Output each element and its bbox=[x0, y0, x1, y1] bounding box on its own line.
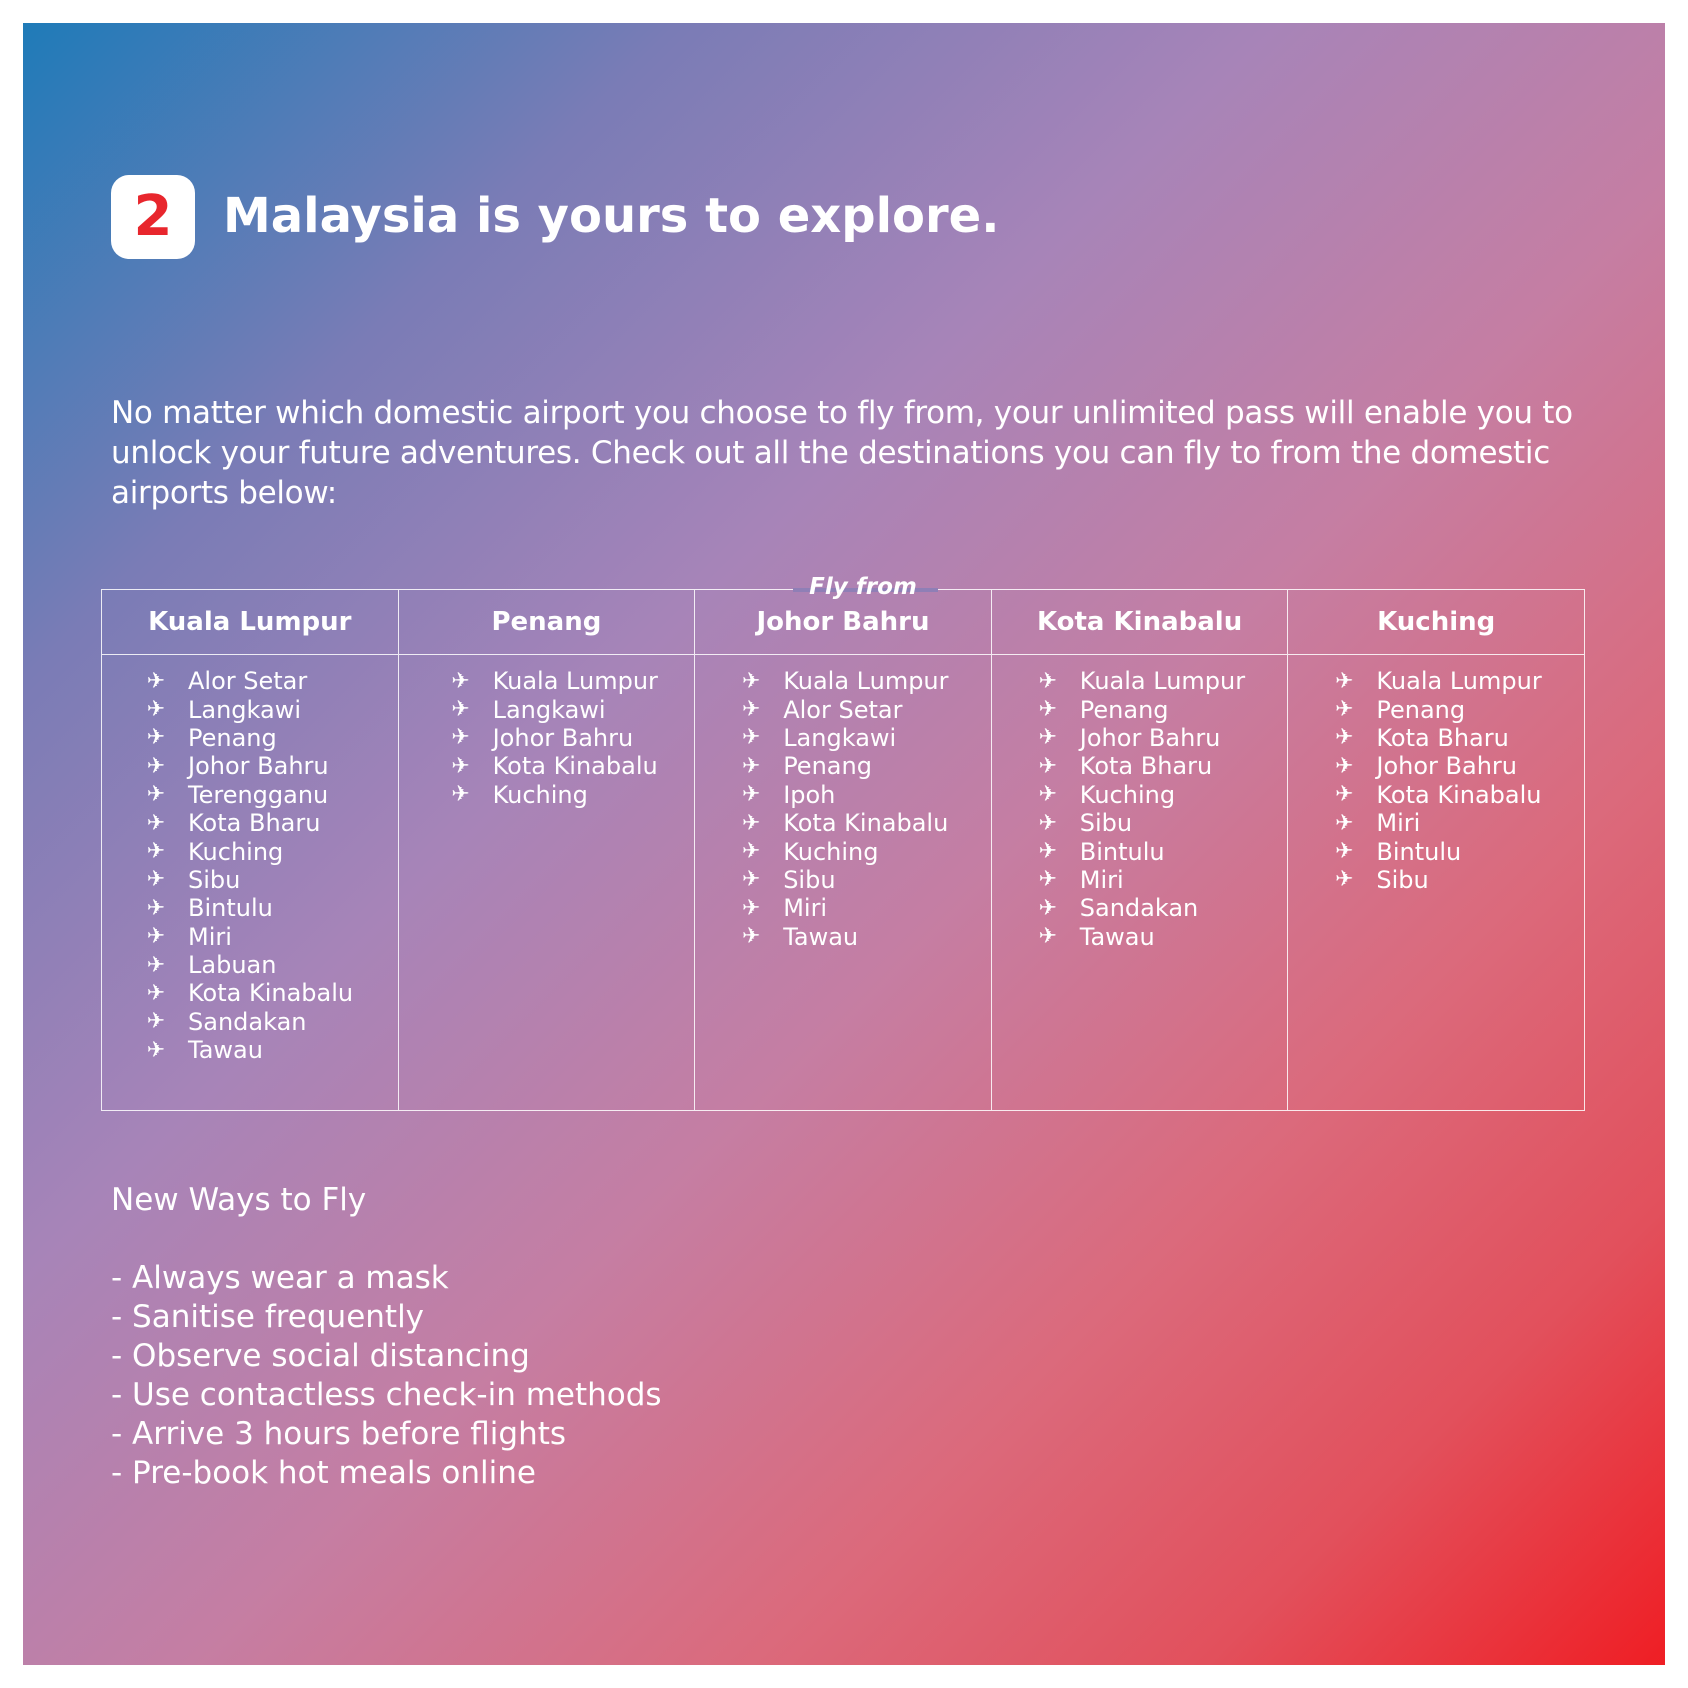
destination-name: Johor Bahru bbox=[492, 723, 634, 752]
airplane-icon: ✈ bbox=[451, 697, 470, 723]
list-item bbox=[447, 667, 695, 695]
destinations-table bbox=[101, 589, 1585, 1111]
list-item bbox=[1034, 894, 1288, 922]
destination-name: Kota Bharu bbox=[188, 809, 321, 838]
list-item bbox=[447, 724, 695, 752]
airplane-icon: ✈ bbox=[451, 725, 470, 751]
step-badge bbox=[111, 175, 195, 259]
airplane-icon: ✈ bbox=[1335, 668, 1354, 694]
destination-name: Kuala Lumpur bbox=[783, 667, 949, 696]
destination-name: Kota Bharu bbox=[1079, 752, 1213, 781]
column-header: Kota Kinabalu bbox=[992, 590, 1288, 655]
destination-name: Sibu bbox=[1079, 809, 1133, 838]
destination-name: Alor Setar bbox=[783, 695, 903, 724]
destination-name: Penang bbox=[1079, 695, 1169, 724]
destination-name: Terengganu bbox=[188, 780, 329, 809]
destination-name: Miri bbox=[783, 894, 828, 923]
destination-name: Langkawi bbox=[492, 695, 606, 724]
destination-name: Tawau bbox=[783, 922, 859, 951]
airplane-icon: ✈ bbox=[1038, 753, 1057, 779]
list-item: - Observe social distancing bbox=[111, 1338, 530, 1374]
destination-name: Sibu bbox=[783, 865, 836, 894]
list-item bbox=[142, 923, 398, 951]
destination-name: Kuching bbox=[783, 837, 879, 866]
destination-name: Bintulu bbox=[1376, 837, 1462, 866]
airplane-icon: ✈ bbox=[741, 895, 761, 921]
airplane-icon: ✈ bbox=[146, 839, 166, 865]
list-item bbox=[1034, 752, 1288, 780]
airplane-icon: ✈ bbox=[1038, 867, 1057, 893]
list-item bbox=[737, 724, 991, 752]
destination-name: Kuching bbox=[188, 837, 284, 866]
list-item bbox=[1034, 809, 1288, 837]
list-item bbox=[1330, 695, 1584, 723]
destination-list bbox=[399, 655, 695, 809]
list-item bbox=[737, 752, 991, 780]
airplane-icon: ✈ bbox=[1335, 725, 1354, 751]
list-item bbox=[142, 752, 398, 780]
list-item bbox=[142, 951, 398, 979]
destination-name: Penang bbox=[188, 723, 277, 752]
list-item bbox=[447, 781, 695, 809]
list-item bbox=[1034, 781, 1288, 809]
column-header: Kuala Lumpur bbox=[102, 590, 398, 655]
destination-name: Penang bbox=[783, 752, 872, 781]
airplane-icon: ✈ bbox=[146, 1009, 166, 1035]
airplane-icon: ✈ bbox=[741, 697, 761, 723]
list-item bbox=[142, 894, 398, 922]
new-ways-section bbox=[111, 1181, 662, 1493]
list-item bbox=[1330, 866, 1584, 894]
list-item bbox=[1034, 695, 1288, 723]
airplane-icon: ✈ bbox=[146, 753, 166, 779]
new-ways-list bbox=[111, 1259, 662, 1493]
destination-name: Bintulu bbox=[188, 894, 273, 923]
list-item bbox=[142, 1008, 398, 1036]
list-item bbox=[737, 866, 991, 894]
airplane-icon: ✈ bbox=[741, 782, 761, 808]
list-item bbox=[1034, 667, 1288, 695]
destination-name: Alor Setar bbox=[188, 667, 308, 696]
destination-name: Miri bbox=[1376, 809, 1421, 838]
airplane-icon: ✈ bbox=[741, 725, 761, 751]
list-item bbox=[737, 781, 991, 809]
list-item bbox=[1330, 781, 1584, 809]
airplane-icon: ✈ bbox=[1038, 725, 1057, 751]
list-item bbox=[142, 695, 398, 723]
airplane-icon: ✈ bbox=[146, 668, 166, 694]
destination-name: Miri bbox=[1079, 865, 1124, 894]
destination-name: Kuching bbox=[492, 780, 588, 809]
airplane-icon: ✈ bbox=[741, 839, 761, 865]
list-item bbox=[142, 809, 398, 837]
table-column bbox=[992, 590, 1289, 1110]
destination-name: Penang bbox=[1376, 695, 1466, 724]
airplane-icon: ✈ bbox=[146, 1037, 166, 1063]
list-item bbox=[737, 809, 991, 837]
list-item bbox=[447, 752, 695, 780]
airplane-icon: ✈ bbox=[146, 895, 166, 921]
list-item bbox=[1034, 866, 1288, 894]
list-item bbox=[1330, 809, 1584, 837]
destination-name: Kota Kinabalu bbox=[783, 809, 949, 838]
airplane-icon: ✈ bbox=[741, 668, 761, 694]
step-number: 2 bbox=[133, 184, 173, 249]
airplane-icon: ✈ bbox=[741, 753, 761, 779]
list-item bbox=[142, 724, 398, 752]
airplane-icon: ✈ bbox=[146, 952, 166, 978]
airplane-icon: ✈ bbox=[1038, 810, 1057, 836]
destination-name: Bintulu bbox=[1079, 837, 1165, 866]
new-ways-title: New Ways to Fly bbox=[111, 1182, 367, 1218]
destination-name: Langkawi bbox=[783, 723, 897, 752]
destination-name: Johor Bahru bbox=[1376, 752, 1517, 781]
destination-name: Tawau bbox=[1079, 922, 1155, 951]
airplane-icon: ✈ bbox=[451, 753, 470, 779]
list-item bbox=[1330, 752, 1584, 780]
destination-list bbox=[695, 655, 991, 951]
airplane-icon: ✈ bbox=[1335, 867, 1354, 893]
destination-name: Kota Kinabalu bbox=[1376, 780, 1542, 809]
list-item bbox=[142, 781, 398, 809]
list-item bbox=[1330, 837, 1584, 865]
destination-list bbox=[102, 655, 398, 1064]
destination-name: Kuala Lumpur bbox=[1376, 667, 1542, 696]
airplane-icon: ✈ bbox=[1335, 697, 1354, 723]
page-title: Malaysia is yours to explore. bbox=[223, 188, 1000, 244]
airplane-icon: ✈ bbox=[1335, 839, 1354, 865]
destination-name: Langkawi bbox=[188, 695, 302, 724]
list-item bbox=[1034, 837, 1288, 865]
airplane-icon: ✈ bbox=[146, 924, 166, 950]
airplane-icon: ✈ bbox=[1335, 810, 1354, 836]
destination-name: Johor Bahru bbox=[1079, 723, 1221, 752]
list-item bbox=[737, 667, 991, 695]
list-item bbox=[1034, 724, 1288, 752]
airplane-icon: ✈ bbox=[1038, 839, 1057, 865]
airplane-icon: ✈ bbox=[1038, 782, 1057, 808]
list-item bbox=[1034, 923, 1288, 951]
list-item bbox=[142, 837, 398, 865]
list-item bbox=[142, 1036, 398, 1064]
airplane-icon: ✈ bbox=[1335, 782, 1354, 808]
airplane-icon: ✈ bbox=[451, 782, 470, 808]
list-item: - Always wear a mask bbox=[111, 1260, 449, 1296]
destination-name: Ipoh bbox=[783, 780, 836, 809]
list-item bbox=[1330, 667, 1584, 695]
airplane-icon: ✈ bbox=[1038, 924, 1057, 950]
airplane-icon: ✈ bbox=[1335, 753, 1354, 779]
destination-name: Kuching bbox=[1079, 780, 1176, 809]
airplane-icon: ✈ bbox=[741, 810, 761, 836]
airplane-icon: ✈ bbox=[1038, 697, 1057, 723]
intro-paragraph: No matter which domestic airport you choose to fly from, your unlimited pass will enable you to unlock your future adventures. Check out all the destinations you can fly to from the domestic airports below: bbox=[111, 395, 1573, 511]
destination-name: Kota Kinabalu bbox=[492, 752, 658, 781]
column-header: Johor Bahru bbox=[695, 590, 991, 655]
destination-name: Kota Bharu bbox=[1376, 723, 1509, 752]
airplane-icon: ✈ bbox=[146, 810, 166, 836]
column-header: Kuching bbox=[1288, 590, 1584, 655]
list-item bbox=[447, 695, 695, 723]
destination-name: Sibu bbox=[188, 865, 241, 894]
destination-name: Labuan bbox=[188, 951, 277, 980]
destination-name: Kota Kinabalu bbox=[188, 979, 354, 1008]
list-item bbox=[737, 923, 991, 951]
destination-list bbox=[1288, 655, 1584, 894]
airplane-icon: ✈ bbox=[146, 697, 166, 723]
airplane-icon: ✈ bbox=[146, 782, 166, 808]
list-item bbox=[737, 837, 991, 865]
table-column bbox=[102, 590, 399, 1110]
airplane-icon: ✈ bbox=[741, 867, 761, 893]
list-item: - Use contactless check-in methods bbox=[111, 1377, 662, 1413]
destination-name: Sandakan bbox=[188, 1007, 307, 1036]
table-column bbox=[1288, 590, 1584, 1110]
airplane-icon: ✈ bbox=[146, 980, 166, 1006]
list-item bbox=[142, 667, 398, 695]
list-item: - Arrive 3 hours before flights bbox=[111, 1416, 567, 1452]
destination-name: Kuala Lumpur bbox=[492, 667, 658, 696]
airplane-icon: ✈ bbox=[146, 725, 166, 751]
destination-name: Sibu bbox=[1376, 865, 1429, 894]
airplane-icon: ✈ bbox=[451, 668, 470, 694]
destination-name: Miri bbox=[188, 922, 232, 951]
airplane-icon: ✈ bbox=[741, 924, 761, 950]
poster bbox=[23, 23, 1665, 1665]
destination-name: Sandakan bbox=[1079, 894, 1199, 923]
destination-name: Johor Bahru bbox=[188, 752, 329, 781]
list-item bbox=[737, 695, 991, 723]
table-column bbox=[399, 590, 696, 1110]
airplane-icon: ✈ bbox=[146, 867, 166, 893]
list-item bbox=[142, 866, 398, 894]
destination-list bbox=[992, 655, 1288, 951]
airplane-icon: ✈ bbox=[1038, 895, 1057, 921]
list-item bbox=[1330, 724, 1584, 752]
fly-from-label: Fly from bbox=[809, 574, 917, 600]
list-item: - Pre-book hot meals online bbox=[111, 1455, 536, 1491]
destination-name: Kuala Lumpur bbox=[1079, 667, 1246, 696]
list-item: - Sanitise frequently bbox=[111, 1299, 425, 1335]
table-column bbox=[695, 590, 992, 1110]
list-item bbox=[737, 894, 991, 922]
destination-name: Tawau bbox=[188, 1036, 263, 1065]
list-item bbox=[142, 979, 398, 1007]
airplane-icon: ✈ bbox=[1038, 668, 1057, 694]
column-header: Penang bbox=[399, 590, 695, 655]
